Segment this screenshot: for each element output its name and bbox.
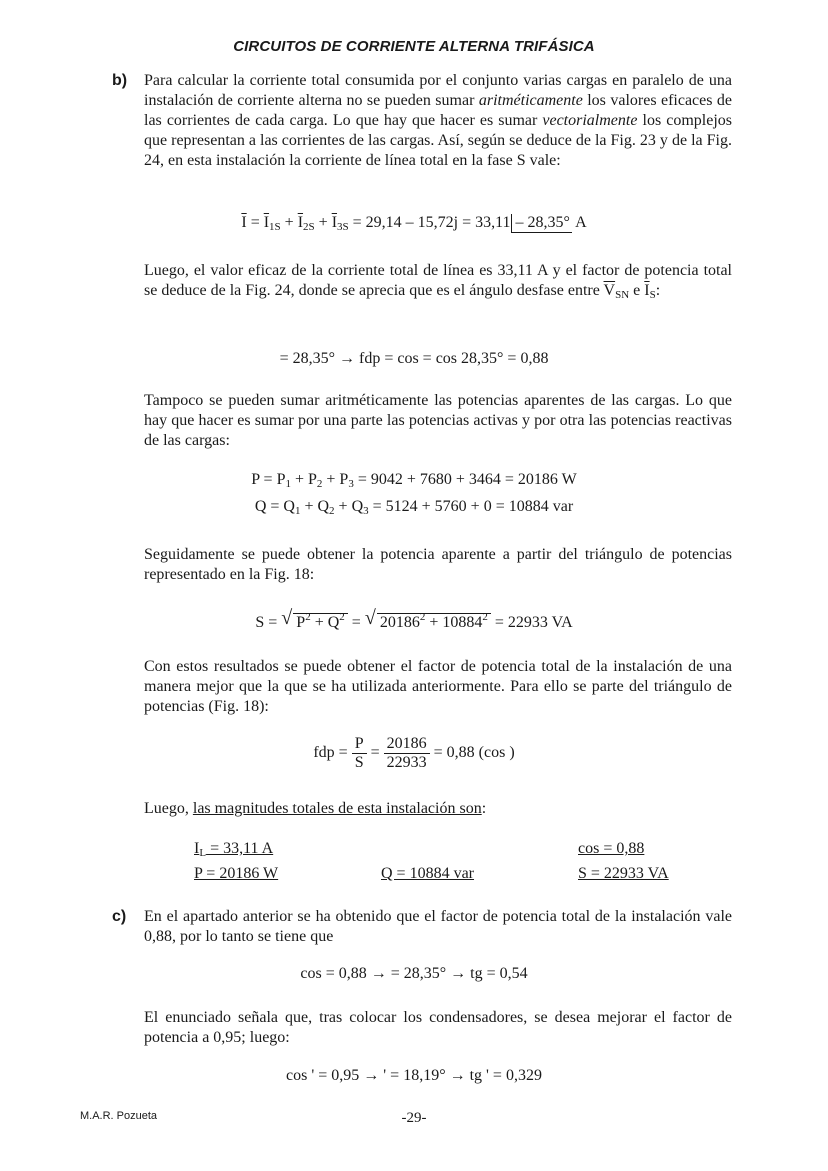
paragraph-c2: El enunciado señala que, tras colocar los condensadores, se desea mejorar el factor de potencia a 0,95; luego: (144, 1009, 732, 1046)
equation-reactive-power: $Q = Q_1 + Q_2 + Q_3 = 5124 + 5760 + 0 = 10884$ var (254, 498, 574, 517)
equation-active-power: $P = P_1 + P_2 + P_3 = 9042 + 7680 + 3464 = 20186$ W (251, 471, 577, 490)
equation-total-current: $\overline{I} = \overline{I}_{1S} + \overline{I}_{2S} + \overline{I}_{3S} = 29,14 - 15,72j = 33,11 - 28,35^\circ$ A (241, 214, 587, 233)
page-title: CIRCUITOS DE CORRIENTE ALTERNA TRIFÁSICA (233, 38, 595, 55)
equation-phase-angle: = 28,35° → fdp = cos = cos 28,35° = 0,88 (279, 350, 549, 367)
total-reactive-power: Q = 10884 var (381, 865, 475, 882)
section-label-b: b) (112, 72, 128, 89)
equation-apparent-power: S = √ $P^2 + Q^2$ = √ $20186^2 + 10884^2 = 22933$ VA (255, 607, 573, 631)
page-number: -29- (401, 1110, 427, 1126)
total-power-factor: cos = 0,88 (578, 840, 645, 857)
paragraph-b1: Para calcular la corriente total consumida por el conjunto varias cargas en paralelo de una instalación de corriente alterna no se pueden sumar aritméticamente los valores eficaces de las corrientes de cada carga. Lo que hay que hacer es sumar vectorialmente los complejos que representan a las corrientes de las cargas. Así, según se deduce de la Fig. 23 y de la Fig. 24, en esta instalación la corriente de línea total en la fase S vale: (144, 72, 733, 169)
section-label-c: c) (112, 908, 127, 925)
paragraph-b2: Luego, el valor eficaz de la corriente total de línea es 33,11 A y el factor de potencia total se deduce de la Fig. 24, donde se aprecia que es el ángulo desfase entre $\overline{V}_{SN}$ e $\overline{I}_S$: (144, 262, 732, 301)
equation-initial-angle: cos = 0,88 → = 28,35° → tg = 0,54 (300, 965, 528, 982)
paragraph-c1: En el apartado anterior se ha obtenido que el factor de potencia total de la instalación vale 0,88, por lo tanto se tiene que (144, 908, 732, 945)
footer-author: M.A.R. Pozueta (80, 1110, 158, 1122)
paragraph-b3: Tampoco se pueden sumar aritméticamente las potencias aparentes de las cargas. Lo que hay que hacer es sumar por una parte las potencias activas y por otra las potencias reactivas de las cargas: (144, 392, 732, 449)
paragraph-b5: Con estos resultados se puede obtener el factor de potencia total de la instalación de una manera mejor que la que se ha utilizada anteriormente. Para ello se parte del triángulo de potencias (Fig. 18): (144, 658, 732, 715)
angle-symbol: – 28,35° (511, 214, 572, 233)
total-line-current: $I_L = 33,11$ A (194, 840, 274, 859)
equation-power-factor: fdp = $\frac{P}{S}$ = $\frac{20186}{22933}$ = 0,88 (cos ) (313, 735, 515, 771)
total-active-power: P = 20186 W (194, 865, 279, 882)
paragraph-b6: Luego, las magnitudes totales de esta instalación son: (144, 800, 487, 817)
paragraph-b4: Seguidamente se puede obtener la potencia aparente a partir del triángulo de potencias representado en la Fig. 18: (144, 546, 732, 583)
equation-target-angle: cos ' = 0,95 → ' = 18,19° → tg ' = 0,329 (286, 1067, 542, 1084)
total-apparent-power: S = 22933 VA (578, 865, 669, 882)
